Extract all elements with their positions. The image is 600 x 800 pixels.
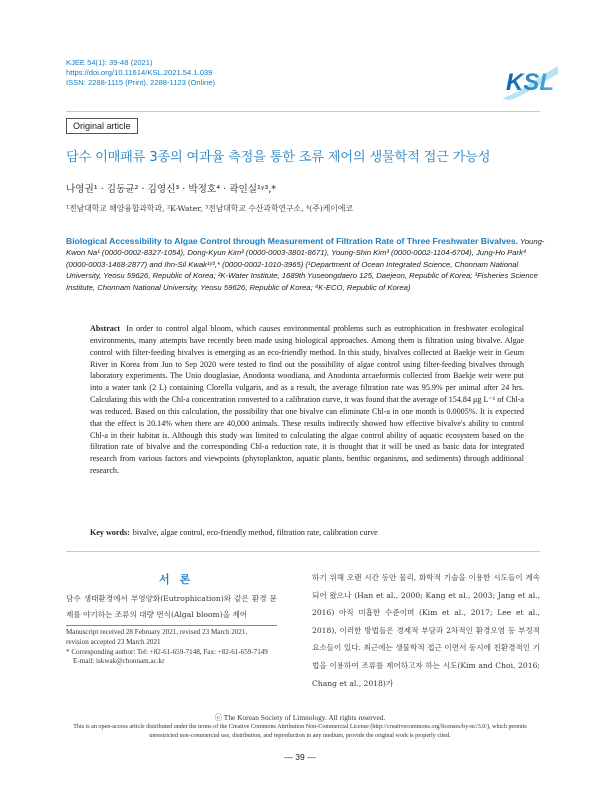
korean-affiliations: ¹전남대학교 해양융합과학과, ²K-Water, ³전남대학교 수산과학연구소, ⁴(주)케이에코 <box>66 204 353 213</box>
revision-accepted: revision accepted 23 March 2021 <box>66 637 161 646</box>
section-heading-introduction: 서론 <box>159 573 201 586</box>
english-title: Biological Accessibility to Algae Control through Measurement of Filtration Rate of Three Freshwater Bivalves. <box>66 236 519 246</box>
footnote <box>66 628 288 667</box>
ksl-logo-icon <box>500 60 560 102</box>
keywords <box>90 528 524 537</box>
svg-text:KSL: KSL <box>506 69 554 96</box>
copyright: ⓒ The Korean Society of Limnology. All rights reserved. <box>214 713 386 722</box>
intro-column-right: 하기 위해 오랜 시간 동안 물리, 화학적 기술을 이용한 시도들이 계속되어 왔으나 (Han et al., 2000; Kang et al., 2003; Jang et al., 2016) 아직 미흡한 수준이며 (Kim et al., 2017; Lee et al., 2018), 이러한 방법들은 경제적 부담과 2차적인 환경오염 등 부정적 요소들이 있다. 최근에는 생물학적 접근 이면서 동시에 친환경적인 기법을 이용하여 조류를 제어하고자 하는 시도(Kim and Choi, 2016; Chang et al., 2018)가 <box>312 573 540 688</box>
manuscript-received: Manuscript received 28 February 2021, revised 23 March 2021, <box>66 628 248 636</box>
footnote-divider <box>66 625 277 626</box>
abstract-divider <box>66 551 540 552</box>
doi-link[interactable]: https://doi.org/10.11614/KSL.2021.54.1.039 <box>66 68 213 77</box>
page-number: — 39 — <box>284 752 316 762</box>
korean-authors: 나영권¹ · 김동균² · 김영신³ · 박정호⁴ · 곽인실¹ʸ³,* <box>66 184 277 195</box>
author-email[interactable]: E-mail: iskwak@chonnam.ac.kr <box>73 657 165 666</box>
article-type-badge: Original article <box>66 118 138 134</box>
intro-column-left: 담수 생태환경에서 부영양화(Eutrophication)와 같은 환경 문제를 야기하는 조류의 대량 번식(Algal bloom)을 제어 <box>66 594 277 620</box>
header-divider <box>66 111 540 112</box>
issn: ISSN: 2288-1115 (Print), 2288-1123 (Online) <box>66 78 216 87</box>
abstract-text: In order to control algal bloom, which causes environmental problems such as eutrophication in freshwater ecological environments, many attempts have recently been made using biological approaches. Among them is filtration using bivalve. Algae control with filter-feeding bivalves is emerging as an eco-friendly method. In this study, bivalves collected at Baekje weir in Geum River in Korea from Jun to Sep 2020 were tested to find out the possibility of algae control using filter-feeding bivalves through laboratory experiments. The Unio douglasiae, Anodonta woodiana, and Anodonta arcaeformis collected from Baekje weir were put into a water tank (2 L) containing Clorella vulgaris, and as a result, the average filtration rate was 95.9% per animal after 24 hrs. Calculating this with the Chl-a concentration converted to a calibration curve, it was found that the average of 154.84 μg L⁻¹ of Chl-a was reduced. Based on this calculation, the possibility that one bivalve can eliminate Chl-a in one month is 0.0005%. It is expected that the effect is 20.14% when there are 40,000 animals. These results indirectly showed how effective bivalve's ability to control Chl-a in their habitat is. Although this study was limited to calculating the algae control ability of aquatic ecosystem based on the filtration rate of bivalve and the corresponding Chl-a reduction rate, it is thought that it will be used as basic data for integrated research from various factors and viewpoints (phytoplankton, aquatic plants, benthic organisms, and sediments) through additional research. <box>90 324 524 476</box>
corresponding-author: * Corresponding author: Tel: +82-61-659-7148, Fax: +82-61-659-7149 <box>66 647 268 656</box>
citation: KJEE 54(1): 39-48 (2021) <box>66 58 153 67</box>
keywords-label: Key words: <box>90 528 130 537</box>
keywords-text: bivalve, algae control, eco-friendly method, filtration rate, calibration curve <box>132 528 378 537</box>
license-text: This is an open-access article distributed under the terms of the Creative Commons Attribution Non-Commercial License (http://creativecommons.org/licenses/by-nc/3.0/), which permits unrestricted non-commercial use, distribution, and reproduction in any medium, provide the original work is properly cited. <box>73 724 527 740</box>
korean-title: 담수 이매패류 3종의 여과율 측정을 통한 조류 제어의 생물학적 접근 가능성 <box>66 150 491 165</box>
english-authors: Young-Kwon Na¹ (0000-0002-8327-1054), Dong-Kyun Kim² (0000-0003-3801-8671), Young-Shin Kim³ (0000-0002-1104-6704), Jung-Ho Park⁴ (0000-0003-1468-2877) and Ihn-Sil Kwak¹ʸ³,* (0000-0002-1010-3965) (¹Department of Ocean Integrated Science, Chonnam National University, Yeosu 59626, Republic of Korea; ²K-Water Institute, 1689th Yuseongdaero 125, Daejeon, Republic of Korea; ³Fisheries Science Institute, Chonnam National University, Yeosu 59626, Republic of Korea; ⁴K-ECO, Republic of Korea) <box>66 237 545 292</box>
english-title-block <box>66 236 546 293</box>
journal-info <box>66 58 215 88</box>
abstract <box>90 323 524 477</box>
abstract-label: Abstract <box>90 324 121 333</box>
